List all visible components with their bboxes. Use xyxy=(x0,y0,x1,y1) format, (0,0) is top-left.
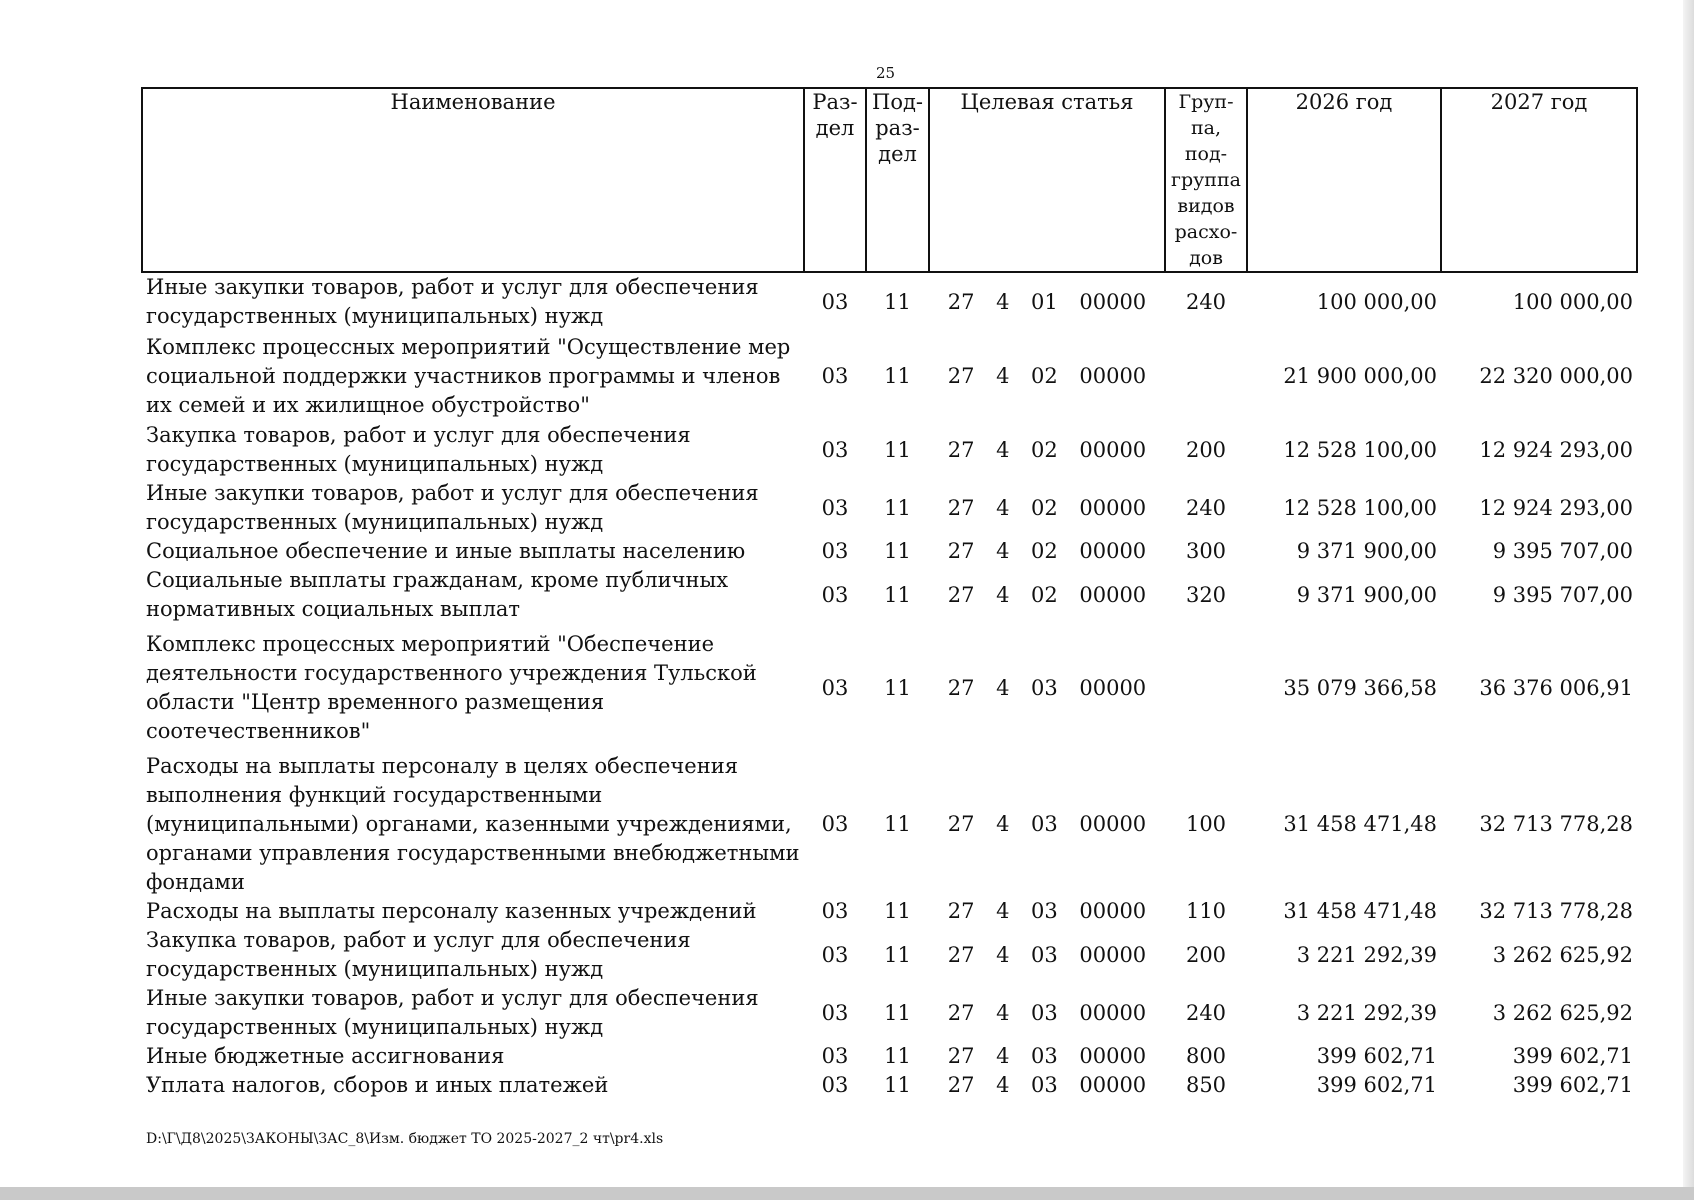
target-article-part: 03 xyxy=(1031,1044,1058,1068)
row-amount-2026: 9 371 900,00 xyxy=(1296,539,1437,563)
row-name: Социальное обеспечение и иные выплаты населению xyxy=(146,539,746,563)
row-expense-group: 300 xyxy=(1185,539,1227,563)
row-section: 03 xyxy=(821,289,849,314)
header-expense-group: Груп- па, под- группа видов расхо- дов xyxy=(1165,88,1247,272)
header-subsection: Под- раз- дел xyxy=(866,88,929,272)
target-article-part: 4 xyxy=(996,1000,1010,1025)
row-subsection: 11 xyxy=(884,437,911,462)
target-article-part: 00000 xyxy=(1079,675,1147,700)
target-article-part: 02 xyxy=(1031,582,1058,607)
target-article-part: 27 xyxy=(947,437,975,462)
target-article-part: 4 xyxy=(996,289,1010,314)
row-name: Комплекс процессных мероприятий "Обеспечение деятельности государственного учреждения Тульской области "Центр временного размещения соотечественников" xyxy=(146,632,757,743)
row-expense-group: 850 xyxy=(1185,1073,1227,1097)
row-target-article xyxy=(933,941,1161,970)
row-target-article-cell xyxy=(929,897,1165,926)
row-target-article xyxy=(933,288,1161,317)
row-amount-2027: 36 376 006,91 xyxy=(1479,675,1633,700)
row-target-article xyxy=(933,674,1161,703)
row-amount-2026: 35 079 366,58 xyxy=(1283,675,1437,700)
row-amount-2026: 12 528 100,00 xyxy=(1283,437,1437,462)
target-article-part: 4 xyxy=(996,363,1010,388)
table-row xyxy=(142,752,1637,897)
target-article-part: 02 xyxy=(1031,363,1058,388)
row-expense-group xyxy=(1165,624,1247,752)
target-article-part: 00000 xyxy=(1079,582,1147,607)
row-name: Социальные выплаты гражданам, кроме публичных нормативных социальных выплат xyxy=(146,568,729,621)
row-section: 03 xyxy=(821,899,849,923)
target-article-part: 4 xyxy=(996,582,1010,607)
target-article-part: 00000 xyxy=(1079,942,1147,967)
row-target-article xyxy=(933,1042,1161,1071)
row-target-article-cell xyxy=(929,479,1165,537)
row-section: 03 xyxy=(821,1073,849,1097)
row-target-article-cell xyxy=(929,331,1165,421)
page-bottom-shadow xyxy=(0,1187,1694,1200)
row-subsection: 11 xyxy=(884,363,911,388)
target-article-part: 03 xyxy=(1031,942,1058,967)
row-name: Иные бюджетные ассигнования xyxy=(146,1044,505,1068)
target-article-part: 27 xyxy=(947,539,975,563)
row-section: 03 xyxy=(821,437,849,462)
target-article-part: 4 xyxy=(996,1073,1010,1097)
row-amount-2027: 9 395 707,00 xyxy=(1492,582,1633,607)
row-target-article xyxy=(933,897,1161,926)
target-article-part: 03 xyxy=(1031,1073,1058,1097)
row-target-article-cell xyxy=(929,566,1165,624)
row-name: Иные закупки товаров, работ и услуг для обеспечения государственных (муниципальных) нужд xyxy=(146,481,759,534)
header-year-2026: 2026 год xyxy=(1247,88,1441,272)
row-target-article-cell xyxy=(929,537,1165,566)
row-amount-2026: 3 221 292,39 xyxy=(1296,942,1437,967)
row-amount-2027: 22 320 000,00 xyxy=(1479,363,1633,388)
target-article-part: 03 xyxy=(1031,1000,1058,1025)
row-expense-group: 110 xyxy=(1185,899,1227,923)
footer-file-path: D:\Г\Д8\2025\ЗАКОНЫ\ЗАС_8\Изм. бюджет ТО 2025-2027_2 чт\pr4.xls xyxy=(146,1131,664,1147)
table-row xyxy=(142,624,1637,752)
row-target-article xyxy=(933,494,1161,523)
row-amount-2026: 399 602,71 xyxy=(1316,1044,1437,1068)
row-amount-2027: 3 262 625,92 xyxy=(1492,1000,1633,1025)
row-amount-2026: 100 000,00 xyxy=(1316,289,1437,314)
row-subsection: 11 xyxy=(884,495,911,520)
table-row xyxy=(142,984,1637,1042)
target-article-part: 00000 xyxy=(1079,1044,1147,1068)
row-subsection: 11 xyxy=(884,582,911,607)
target-article-part: 27 xyxy=(947,1073,975,1097)
target-article-part: 27 xyxy=(947,363,975,388)
target-article-part: 4 xyxy=(996,675,1010,700)
row-subsection: 11 xyxy=(884,1000,911,1025)
row-subsection: 11 xyxy=(884,899,911,923)
table-row xyxy=(142,421,1637,479)
row-amount-2026: 399 602,71 xyxy=(1316,1073,1437,1097)
table-row xyxy=(142,479,1637,537)
target-article-part: 27 xyxy=(947,1000,975,1025)
row-subsection: 11 xyxy=(884,942,911,967)
page-edge-shadow xyxy=(1683,0,1694,1200)
row-subsection: 11 xyxy=(884,289,911,314)
row-target-article xyxy=(933,436,1161,465)
row-expense-group: 240 xyxy=(1185,289,1227,314)
row-subsection: 11 xyxy=(884,1044,911,1068)
row-expense-group: 240 xyxy=(1185,495,1227,520)
row-section: 03 xyxy=(821,539,849,563)
table-row xyxy=(142,926,1637,984)
row-amount-2026: 31 458 471,48 xyxy=(1283,812,1437,836)
target-article-part: 4 xyxy=(996,812,1010,836)
row-name: Расходы на выплаты персоналу казенных учреждений xyxy=(146,899,757,923)
row-target-article xyxy=(933,810,1161,839)
row-target-article-cell xyxy=(929,752,1165,897)
target-article-part: 4 xyxy=(996,539,1010,563)
row-amount-2027: 100 000,00 xyxy=(1512,289,1633,314)
target-article-part: 00000 xyxy=(1079,1000,1147,1025)
row-expense-group xyxy=(1165,331,1247,421)
row-section: 03 xyxy=(821,582,849,607)
target-article-part: 03 xyxy=(1031,675,1058,700)
row-target-article-cell xyxy=(929,272,1165,331)
row-target-article-cell xyxy=(929,1042,1165,1071)
table-row xyxy=(142,1071,1637,1100)
target-article-part: 03 xyxy=(1031,812,1058,836)
target-article-part: 27 xyxy=(947,812,975,836)
row-name: Закупка товаров, работ и услуг для обеспечения государственных (муниципальных) нужд xyxy=(146,423,691,476)
target-article-part: 02 xyxy=(1031,495,1058,520)
target-article-part: 00000 xyxy=(1079,1073,1147,1097)
row-target-article xyxy=(933,1071,1161,1100)
row-section: 03 xyxy=(821,942,849,967)
target-article-part: 27 xyxy=(947,582,975,607)
row-name: Иные закупки товаров, работ и услуг для обеспечения государственных (муниципальных) нужд xyxy=(146,275,759,328)
row-section: 03 xyxy=(821,1000,849,1025)
row-expense-group: 100 xyxy=(1185,812,1227,836)
row-expense-group: 200 xyxy=(1185,437,1227,462)
row-subsection: 11 xyxy=(884,539,911,563)
row-amount-2026: 3 221 292,39 xyxy=(1296,1000,1437,1025)
row-name: Закупка товаров, работ и услуг для обеспечения государственных (муниципальных) нужд xyxy=(146,928,691,981)
row-amount-2026: 12 528 100,00 xyxy=(1283,495,1437,520)
row-target-article-cell xyxy=(929,926,1165,984)
target-article-part: 00000 xyxy=(1079,495,1147,520)
target-article-part: 01 xyxy=(1031,289,1058,314)
row-expense-group: 200 xyxy=(1185,942,1227,967)
table-row xyxy=(142,1042,1637,1071)
row-expense-group: 800 xyxy=(1185,1044,1227,1068)
header-section: Раз- дел xyxy=(804,88,866,272)
row-target-article-cell xyxy=(929,1071,1165,1100)
row-section: 03 xyxy=(821,495,849,520)
target-article-part: 4 xyxy=(996,437,1010,462)
page-number: 25 xyxy=(875,64,896,82)
row-amount-2026: 21 900 000,00 xyxy=(1283,363,1437,388)
row-target-article-cell xyxy=(929,984,1165,1042)
target-article-part: 27 xyxy=(947,942,975,967)
row-name: Комплекс процессных мероприятий "Осуществление мер социальной поддержки участников программы и членов их семей и их жилищное обустройство" xyxy=(146,334,791,417)
target-article-part: 02 xyxy=(1031,437,1058,462)
row-name: Уплата налогов, сборов и иных платежей xyxy=(146,1073,609,1097)
row-amount-2027: 12 924 293,00 xyxy=(1479,437,1633,462)
header-target-article: Целевая статья xyxy=(929,88,1165,272)
row-amount-2027: 3 262 625,92 xyxy=(1492,942,1633,967)
row-amount-2027: 399 602,71 xyxy=(1512,1044,1633,1068)
table-row xyxy=(142,331,1637,421)
row-subsection: 11 xyxy=(884,675,911,700)
target-article-part: 4 xyxy=(996,1044,1010,1068)
row-section: 03 xyxy=(821,675,849,700)
row-target-article xyxy=(933,581,1161,610)
target-article-part: 27 xyxy=(947,495,975,520)
target-article-part: 00000 xyxy=(1079,539,1147,563)
row-target-article xyxy=(933,999,1161,1028)
row-amount-2027: 32 713 778,28 xyxy=(1479,812,1633,836)
row-section: 03 xyxy=(821,363,849,388)
row-expense-group: 320 xyxy=(1185,582,1227,607)
target-article-part: 03 xyxy=(1031,899,1058,923)
header-name: Наименование xyxy=(142,88,804,272)
table-row xyxy=(142,272,1637,331)
table-row xyxy=(142,566,1637,624)
target-article-part: 00000 xyxy=(1079,899,1147,923)
target-article-part: 27 xyxy=(947,899,975,923)
row-amount-2027: 399 602,71 xyxy=(1512,1073,1633,1097)
target-article-part: 27 xyxy=(947,289,975,314)
row-target-article xyxy=(933,537,1161,566)
row-target-article-cell xyxy=(929,624,1165,752)
row-target-article xyxy=(933,362,1161,391)
row-name: Иные закупки товаров, работ и услуг для обеспечения государственных (муниципальных) нужд xyxy=(146,986,759,1039)
table-row xyxy=(142,897,1637,926)
target-article-part: 00000 xyxy=(1079,812,1147,836)
target-article-part: 4 xyxy=(996,942,1010,967)
budget-table xyxy=(141,87,1638,1100)
target-article-part: 4 xyxy=(996,495,1010,520)
target-article-part: 02 xyxy=(1031,539,1058,563)
row-section: 03 xyxy=(821,1044,849,1068)
target-article-part: 00000 xyxy=(1079,363,1147,388)
target-article-part: 4 xyxy=(996,899,1010,923)
table-body xyxy=(142,272,1637,1100)
target-article-part: 27 xyxy=(947,1044,975,1068)
row-expense-group: 240 xyxy=(1185,1000,1227,1025)
row-subsection: 11 xyxy=(884,1073,911,1097)
row-amount-2027: 9 395 707,00 xyxy=(1492,539,1633,563)
target-article-part: 00000 xyxy=(1079,289,1147,314)
row-amount-2026: 9 371 900,00 xyxy=(1296,582,1437,607)
row-amount-2027: 12 924 293,00 xyxy=(1479,495,1633,520)
row-subsection: 11 xyxy=(884,812,911,836)
row-name: Расходы на выплаты персоналу в целях обеспечения выполнения функций государственными (муниципальными) органами, казенными учреждениями, органами управления государственными внебюджетными фондами xyxy=(146,754,800,894)
target-article-part: 27 xyxy=(947,675,975,700)
row-amount-2026: 31 458 471,48 xyxy=(1283,899,1437,923)
row-section: 03 xyxy=(821,812,849,836)
row-target-article-cell xyxy=(929,421,1165,479)
target-article-part: 00000 xyxy=(1079,437,1147,462)
table-header-row xyxy=(142,88,1637,272)
header-year-2027: 2027 год xyxy=(1441,88,1637,272)
row-amount-2027: 32 713 778,28 xyxy=(1479,899,1633,923)
table-row xyxy=(142,537,1637,566)
